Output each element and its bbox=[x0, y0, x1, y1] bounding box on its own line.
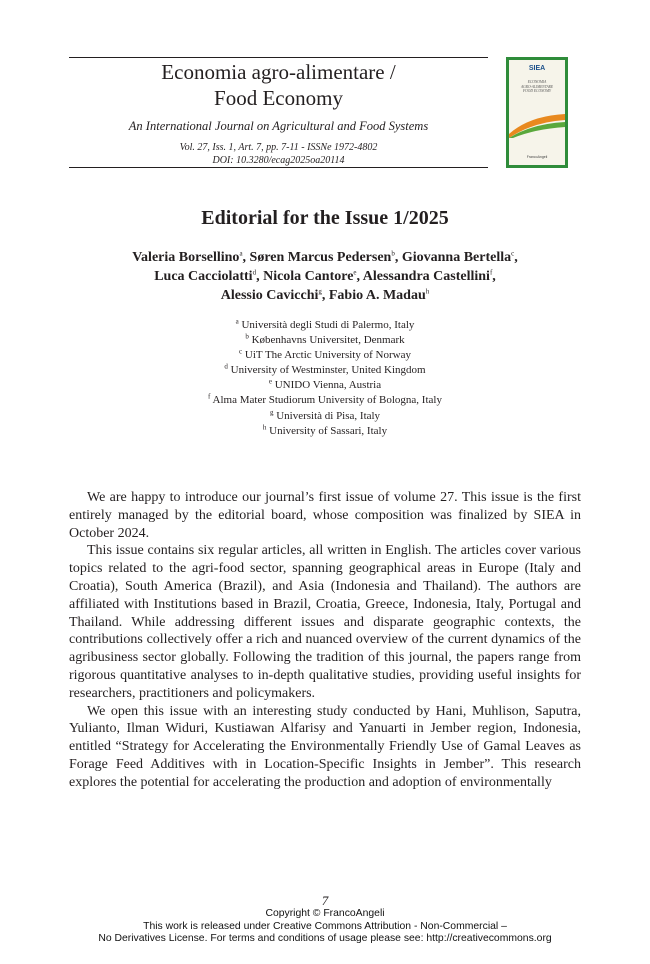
body-paragraph: We are happy to introduce our journal’s first issue of volume 27. This issue is the first entirely managed by the editorial board, whose composition was finalized by SIEA in October 2024. bbox=[69, 490, 581, 541]
copyright-line: Copyright © FrancoAngeli bbox=[265, 908, 385, 919]
affiliation: $^b$ Københavns Universitet, Denmark bbox=[245, 332, 405, 347]
license-footer bbox=[0, 908, 650, 946]
author: Fabio A. Madau$^h$ bbox=[328, 287, 430, 303]
article-body bbox=[69, 489, 581, 792]
body-paragraph: This issue contains six regular articles, all written in English. The articles cover various topics related to the agri-food sector, spanning geographical areas in Europe (Italy and Croatia), South America (Brazil), and Asia (Indonesia and Thailand). The authors are affiliated with Institutions based in Brazil, Croatia, Greece, Indonesia, Italy, Portugal and Thailand. While addressing different issues and disparate geographic contexts, the contributions collectively offer a rich and nuanced overview of the current dynamics of the agribusiness sector globally. Following the tradition of this journal, the papers range from rigorous quantitative analyses to in-depth qualitative studies, providing useful insights for researchers, practitioners and policymakers. bbox=[69, 543, 581, 701]
body-paragraph: We open this issue with an interesting study conducted by Hani, Muhlison, Saputra, Yulianto, Ilman Widuri, Kustiawan Alfarisy and Yanuarti in Jember region, Indonesia, entitled “Strategy for Accelerating the Environmentally Friendly Use of Gamal Leaves as Forage Feed Additives with in Location-Specific Insights in Jember”. This research explores the potential for accelerating the production and adoption of environmentally bbox=[69, 703, 581, 790]
volume-info: Vol. 27, Iss. 1, Art. 7, pp. 7-11 - ISSNe 1972-4802 bbox=[179, 142, 378, 153]
journal-header bbox=[69, 60, 488, 167]
affiliation: $^h$ University of Sassari, Italy bbox=[262, 423, 388, 437]
author: Søren Marcus Pedersen$^b$, bbox=[249, 249, 402, 265]
journal-title-line1: Economia agro-alimentare / bbox=[161, 60, 396, 84]
affiliation: $^e$ UNIDO Vienna, Austria bbox=[268, 377, 382, 392]
affiliation: $^c$ UiT The Arctic University of Norway bbox=[239, 347, 411, 362]
author: Nicola Cantore$^e$, bbox=[263, 268, 363, 284]
affiliation: $^g$ Università di Pisa, Italy bbox=[269, 407, 381, 422]
license-line: This work is released under Creative Commons Attribution - Non-Commercial – bbox=[143, 920, 507, 932]
license-line: No Derivatives License. For terms and conditions of usage please see: http://creativecommons.org bbox=[98, 933, 552, 945]
author: Alessandra Castellini$^f$, bbox=[362, 268, 496, 284]
header-bottom-rule bbox=[69, 167, 488, 168]
affiliation: $^f$ Alma Mater Studiorum University of Bologna, Italy bbox=[208, 392, 442, 407]
journal-cover-image bbox=[506, 57, 568, 168]
author: Giovanna Bertella$^c$, bbox=[401, 249, 518, 265]
author: Luca Cacciolatti$^d$, bbox=[154, 268, 264, 284]
cover-logo: SIEA bbox=[528, 65, 546, 72]
journal-title-line2: Food Economy bbox=[214, 86, 343, 110]
cover-swoosh-graphic bbox=[509, 112, 565, 138]
author: Alessio Cavicchi$^g$, bbox=[220, 287, 329, 303]
page-number: 7 bbox=[321, 893, 329, 908]
author: Valeria Borsellino$^a$, bbox=[132, 249, 250, 265]
author-list bbox=[60, 248, 590, 305]
affiliation-list bbox=[60, 318, 590, 439]
cover-title: ECONOMIA AGRO-ALIMENTARE FOOD ECONOMY bbox=[520, 80, 554, 93]
affiliation: $^a$ Università degli Studi di Palermo, Italy bbox=[235, 317, 415, 331]
affiliation: $^d$ University of Westminster, United Kingdom bbox=[224, 362, 426, 377]
header-top-rule bbox=[69, 57, 488, 58]
article-title: Editorial for the Issue 1/2025 bbox=[201, 207, 449, 229]
journal-subtitle: An International Journal on Agricultural and Food Systems bbox=[128, 119, 429, 133]
cover-publisher: FrancoAngeli bbox=[526, 155, 548, 159]
doi: DOI: 10.3280/ecag2025oa20114 bbox=[212, 155, 345, 166]
